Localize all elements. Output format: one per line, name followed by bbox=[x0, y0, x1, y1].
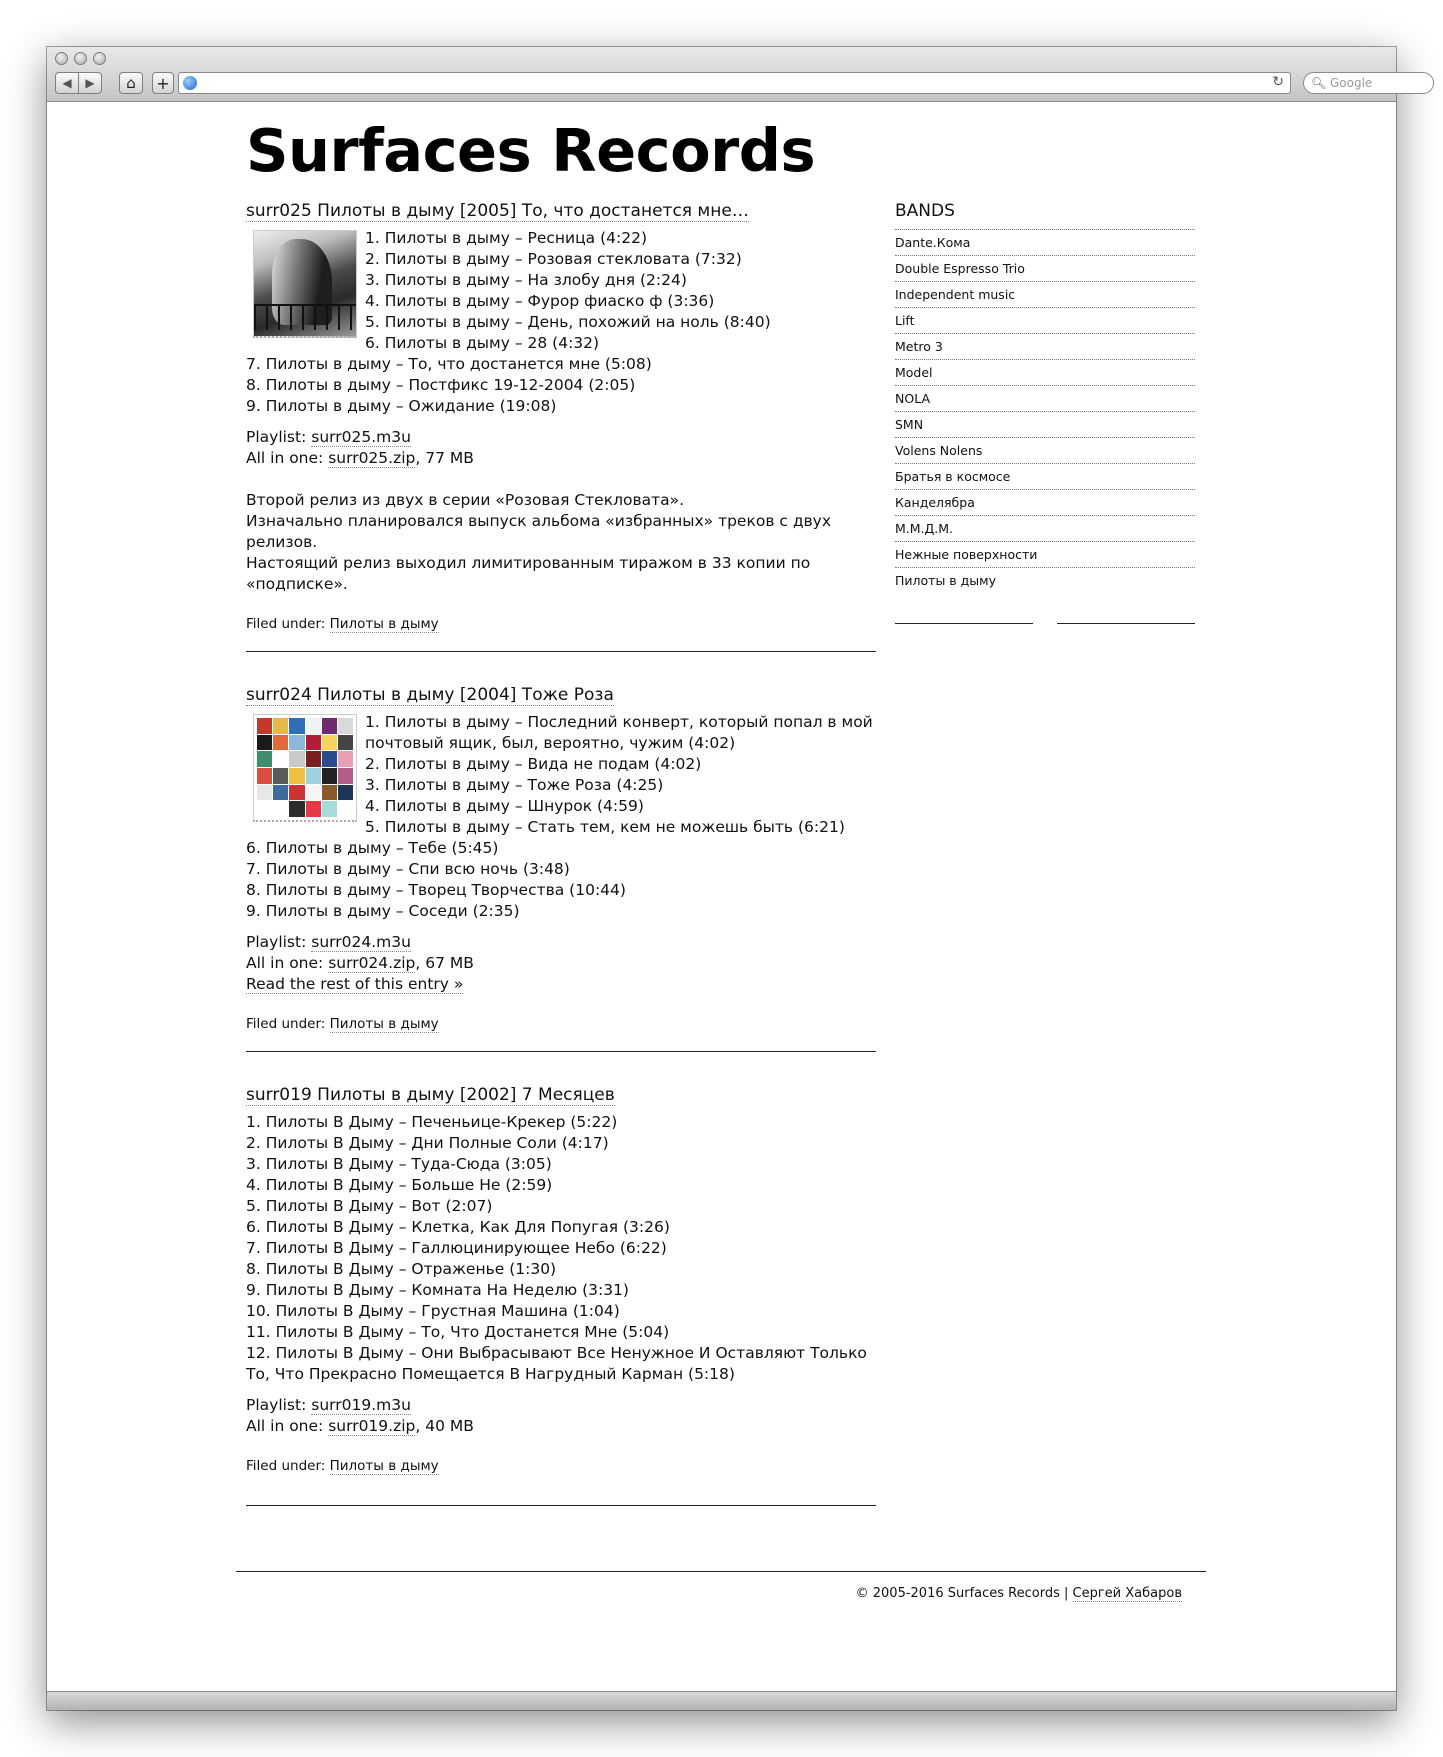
forward-arrow-icon: ▶ bbox=[85, 76, 95, 90]
reload-icon[interactable]: ↻ bbox=[1272, 74, 1284, 90]
mosaic-tile bbox=[289, 768, 304, 784]
mosaic-tile bbox=[338, 785, 353, 801]
band-link[interactable]: Independent music bbox=[895, 287, 1016, 302]
band-item bbox=[895, 308, 1195, 334]
band-link[interactable]: SMN bbox=[895, 417, 924, 432]
forward-button[interactable] bbox=[78, 72, 102, 94]
band-item bbox=[895, 386, 1195, 412]
mosaic-tile bbox=[306, 801, 321, 817]
playlist-line: Playlist: surr024.m3u bbox=[246, 933, 411, 951]
mosaic-tile bbox=[322, 785, 337, 801]
bands-list bbox=[895, 229, 1195, 593]
band-item bbox=[895, 334, 1195, 360]
mosaic-tile bbox=[257, 718, 272, 734]
track-item: 5. Пилоты в дыму – Стать тем, кем не можешь быть (6:21) bbox=[365, 818, 845, 836]
band-link[interactable]: Lift bbox=[895, 313, 915, 328]
track-item: 6. Пилоты в дыму – 28 (4:32) bbox=[365, 334, 600, 352]
album-cover-image[interactable] bbox=[253, 230, 357, 338]
band-link[interactable]: Metro 3 bbox=[895, 339, 943, 354]
copyright-text: © 2005-2016 Surfaces Records bbox=[855, 1586, 1060, 1601]
band-link[interactable]: Нежные поверхности bbox=[895, 547, 1038, 562]
track-item: 3. Пилоты в дыму – На злобу дня (2:24) bbox=[365, 271, 687, 289]
band-link[interactable]: Volens Nolens bbox=[895, 443, 983, 458]
band-link[interactable]: Пилоты в дыму bbox=[895, 573, 996, 588]
post-title bbox=[246, 200, 876, 222]
mosaic-tile bbox=[322, 751, 337, 767]
home-icon: ⌂ bbox=[126, 74, 136, 92]
track-item: 8. Пилоты в дыму – Творец Творчества (10:44) bbox=[246, 881, 626, 899]
mosaic-tile bbox=[273, 801, 288, 817]
track-item: 9. Пилоты в дыму – Соседи (2:35) bbox=[246, 902, 520, 920]
track-item: 6. Пилоты В Дыму – Клетка, Как Для Попугая (3:26) bbox=[246, 1218, 670, 1236]
track-item: 4. Пилоты В Дыму – Больше Не (2:59) bbox=[246, 1176, 553, 1194]
mosaic-tile bbox=[257, 768, 272, 784]
sidebar-divider bbox=[895, 623, 1195, 625]
download-line: All in one: surr024.zip, 67 MB bbox=[246, 954, 474, 972]
back-arrow-icon: ◀ bbox=[62, 76, 72, 90]
sidebar-title: BANDS bbox=[895, 201, 955, 221]
post-description: Второй релиз из двух в серии «Розовая Стекловата». Изначально планировался выпуск альбома «избранных» треков с двух релизов. Настоящий релиз выходил лимитированным тиражом в 33 копии по «подписке». bbox=[246, 491, 832, 593]
home-button[interactable] bbox=[119, 72, 143, 94]
track-item: 7. Пилоты в дыму – То, что достанется мне (5:08) bbox=[246, 355, 652, 373]
mosaic-tile bbox=[289, 735, 304, 751]
search-placeholder: Google bbox=[1330, 76, 1373, 90]
category-link[interactable]: Пилоты в дыму bbox=[329, 616, 439, 632]
track-item: 8. Пилоты в дыму – Постфикс 19-12-2004 (2:05) bbox=[246, 376, 636, 394]
category-link[interactable]: Пилоты в дыму bbox=[329, 1458, 439, 1474]
band-link[interactable]: Канделябра bbox=[895, 495, 975, 510]
post bbox=[246, 200, 876, 652]
download-line: All in one: surr025.zip, 77 MB bbox=[246, 449, 474, 467]
posts-column bbox=[246, 200, 876, 1506]
track-item: 1. Пилоты в дыму – Ресница (4:22) bbox=[365, 229, 648, 247]
mosaic-tile bbox=[257, 801, 272, 817]
address-bar[interactable] bbox=[178, 72, 1291, 94]
track-item: 7. Пилоты в дыму – Спи всю ночь (3:48) bbox=[246, 860, 570, 878]
band-link[interactable]: Dante.Кома bbox=[895, 235, 971, 250]
playlist-link[interactable]: surr019.m3u bbox=[311, 1396, 411, 1414]
footer: © 2005-2016 Surfaces Records | Сергей Хабаров bbox=[855, 1586, 1182, 1601]
playlist-line: Playlist: surr019.m3u bbox=[246, 1396, 411, 1414]
track-item: 4. Пилоты в дыму – Фурор фиаско ф (3:36) bbox=[365, 292, 715, 310]
mosaic-tile bbox=[273, 751, 288, 767]
mosaic-tile bbox=[338, 735, 353, 751]
track-item: 7. Пилоты В Дыму – Галлюцинирующее Небо (6:22) bbox=[246, 1239, 667, 1257]
mosaic-tile bbox=[322, 768, 337, 784]
plus-icon: + bbox=[156, 73, 170, 93]
filed-under: Filed under: Пилоты в дыму bbox=[246, 1016, 439, 1032]
mosaic-tile bbox=[322, 801, 337, 817]
mosaic-tile bbox=[338, 718, 353, 734]
post-title bbox=[246, 684, 876, 706]
filed-under: Filed under: Пилоты в дыму bbox=[246, 1458, 439, 1474]
mosaic-tile bbox=[289, 785, 304, 801]
track-item: 2. Пилоты в дыму – Вида не подам (4:02) bbox=[365, 755, 702, 773]
band-item bbox=[895, 516, 1195, 542]
mosaic-tile bbox=[289, 718, 304, 734]
mosaic-tile bbox=[257, 735, 272, 751]
band-item bbox=[895, 230, 1195, 256]
band-link[interactable]: Model bbox=[895, 365, 933, 380]
mosaic-tile bbox=[306, 751, 321, 767]
playlist-link[interactable]: surr025.m3u bbox=[311, 428, 411, 446]
band-item bbox=[895, 412, 1195, 438]
track-item: 9. Пилоты в дыму – Ожидание (19:08) bbox=[246, 397, 557, 415]
browser-toolbar bbox=[47, 47, 1396, 102]
track-item: 1. Пилоты В Дыму – Печеньице-Крекер (5:22) bbox=[246, 1113, 618, 1131]
site-title[interactable]: Surfaces Records bbox=[246, 116, 816, 185]
band-link[interactable]: М.М.Д.М. bbox=[895, 521, 954, 536]
track-item: 5. Пилоты в дыму – День, похожий на ноль (8:40) bbox=[365, 313, 771, 331]
footer-divider bbox=[236, 1571, 1206, 1572]
band-item bbox=[895, 464, 1195, 490]
track-item: 8. Пилоты В Дыму – Отраженье (1:30) bbox=[246, 1260, 557, 1278]
track-item: 6. Пилоты в дыму – Тебе (5:45) bbox=[246, 839, 499, 857]
band-item bbox=[895, 542, 1195, 568]
mosaic-tile bbox=[338, 801, 353, 817]
post-title-link[interactable]: surr019 Пилоты в дыму [2002] 7 Месяцев bbox=[246, 1085, 615, 1105]
band-link[interactable]: NOLA bbox=[895, 391, 930, 406]
mosaic-tile bbox=[273, 735, 288, 751]
mosaic-tile bbox=[338, 768, 353, 784]
mosaic-tile bbox=[273, 785, 288, 801]
mosaic-tile bbox=[306, 768, 321, 784]
post bbox=[246, 684, 876, 1052]
mosaic-tile bbox=[322, 718, 337, 734]
mosaic-tile bbox=[289, 751, 304, 767]
mosaic-tile bbox=[306, 718, 321, 734]
category-link[interactable]: Пилоты в дыму bbox=[329, 1016, 439, 1032]
zip-download-link[interactable]: surr024.zip bbox=[328, 954, 416, 972]
mosaic-tile bbox=[273, 768, 288, 784]
track-item: 12. Пилоты В Дыму – Они Выбрасывают Все Ненужное И Оставляют Только То, Что Прекрасно Помещается В Нагрудный Карман (5:18) bbox=[246, 1344, 867, 1383]
search-icon: 🔍︎ bbox=[1311, 76, 1327, 90]
globe-icon bbox=[183, 76, 197, 90]
mosaic-tile bbox=[322, 735, 337, 751]
mosaic-tile bbox=[289, 801, 304, 817]
album-cover-image[interactable] bbox=[253, 714, 357, 822]
band-item bbox=[895, 568, 1195, 593]
post-title bbox=[246, 1084, 876, 1106]
read-more-link[interactable]: Read the rest of this entry » bbox=[246, 975, 464, 993]
post-title-link[interactable]: surr024 Пилоты в дыму [2004] Тоже Роза bbox=[246, 685, 614, 705]
mosaic-tile bbox=[306, 735, 321, 751]
back-button[interactable] bbox=[55, 72, 79, 94]
band-item bbox=[895, 438, 1195, 464]
add-bookmark-button[interactable] bbox=[152, 72, 174, 94]
track-list bbox=[246, 1112, 876, 1385]
mosaic-tile bbox=[338, 751, 353, 767]
author-link[interactable]: Сергей Хабаров bbox=[1072, 1586, 1182, 1601]
track-item: 9. Пилоты В Дыму – Комната На Неделю (3:31) bbox=[246, 1281, 629, 1299]
track-item: 2. Пилоты в дыму – Розовая стекловата (7:32) bbox=[365, 250, 742, 268]
mosaic-tile bbox=[306, 785, 321, 801]
playlist-link[interactable]: surr024.m3u bbox=[311, 933, 411, 951]
zoom-window-icon[interactable] bbox=[93, 52, 106, 65]
zip-download-link[interactable]: surr019.zip bbox=[328, 1417, 416, 1435]
band-link[interactable]: Double Espresso Trio bbox=[895, 261, 1025, 276]
track-item: 3. Пилоты В Дыму – Туда-Сюда (3:05) bbox=[246, 1155, 552, 1173]
playlist-line: Playlist: surr025.m3u bbox=[246, 428, 411, 446]
band-item bbox=[895, 282, 1195, 308]
band-item bbox=[895, 256, 1195, 282]
post-title-link[interactable]: surr025 Пилоты в дыму [2005] То, что достанется мне… bbox=[246, 201, 749, 221]
track-item: 4. Пилоты в дыму – Шнурок (4:59) bbox=[365, 797, 644, 815]
sidebar bbox=[895, 200, 1195, 625]
search-input[interactable] bbox=[1303, 72, 1434, 94]
track-item: 10. Пилоты В Дыму – Грустная Машина (1:04) bbox=[246, 1302, 620, 1320]
track-item: 1. Пилоты в дыму – Последний конверт, который попал в мой почтовый ящик, был, вероятно, чужим (4:02) bbox=[365, 713, 873, 752]
track-item: 2. Пилоты В Дыму – Дни Полные Соли (4:17) bbox=[246, 1134, 609, 1152]
mosaic-tile bbox=[273, 718, 288, 734]
minimize-window-icon[interactable] bbox=[74, 52, 87, 65]
status-bar bbox=[47, 1691, 1396, 1710]
band-link[interactable]: Братья в космосе bbox=[895, 469, 1011, 484]
band-item bbox=[895, 490, 1195, 516]
zip-download-link[interactable]: surr025.zip bbox=[328, 449, 416, 467]
track-item: 5. Пилоты В Дыму – Вот (2:07) bbox=[246, 1197, 493, 1215]
mosaic-tile bbox=[257, 751, 272, 767]
band-item bbox=[895, 360, 1195, 386]
filed-under: Filed under: Пилоты в дыму bbox=[246, 616, 439, 632]
close-window-icon[interactable] bbox=[55, 52, 68, 65]
post bbox=[246, 1084, 876, 1506]
track-item: 3. Пилоты в дыму – Тоже Роза (4:25) bbox=[365, 776, 664, 794]
track-item: 11. Пилоты В Дыму – То, Что Достанется Мне (5:04) bbox=[246, 1323, 670, 1341]
download-line: All in one: surr019.zip, 40 MB bbox=[246, 1417, 474, 1435]
mosaic-tile bbox=[257, 785, 272, 801]
